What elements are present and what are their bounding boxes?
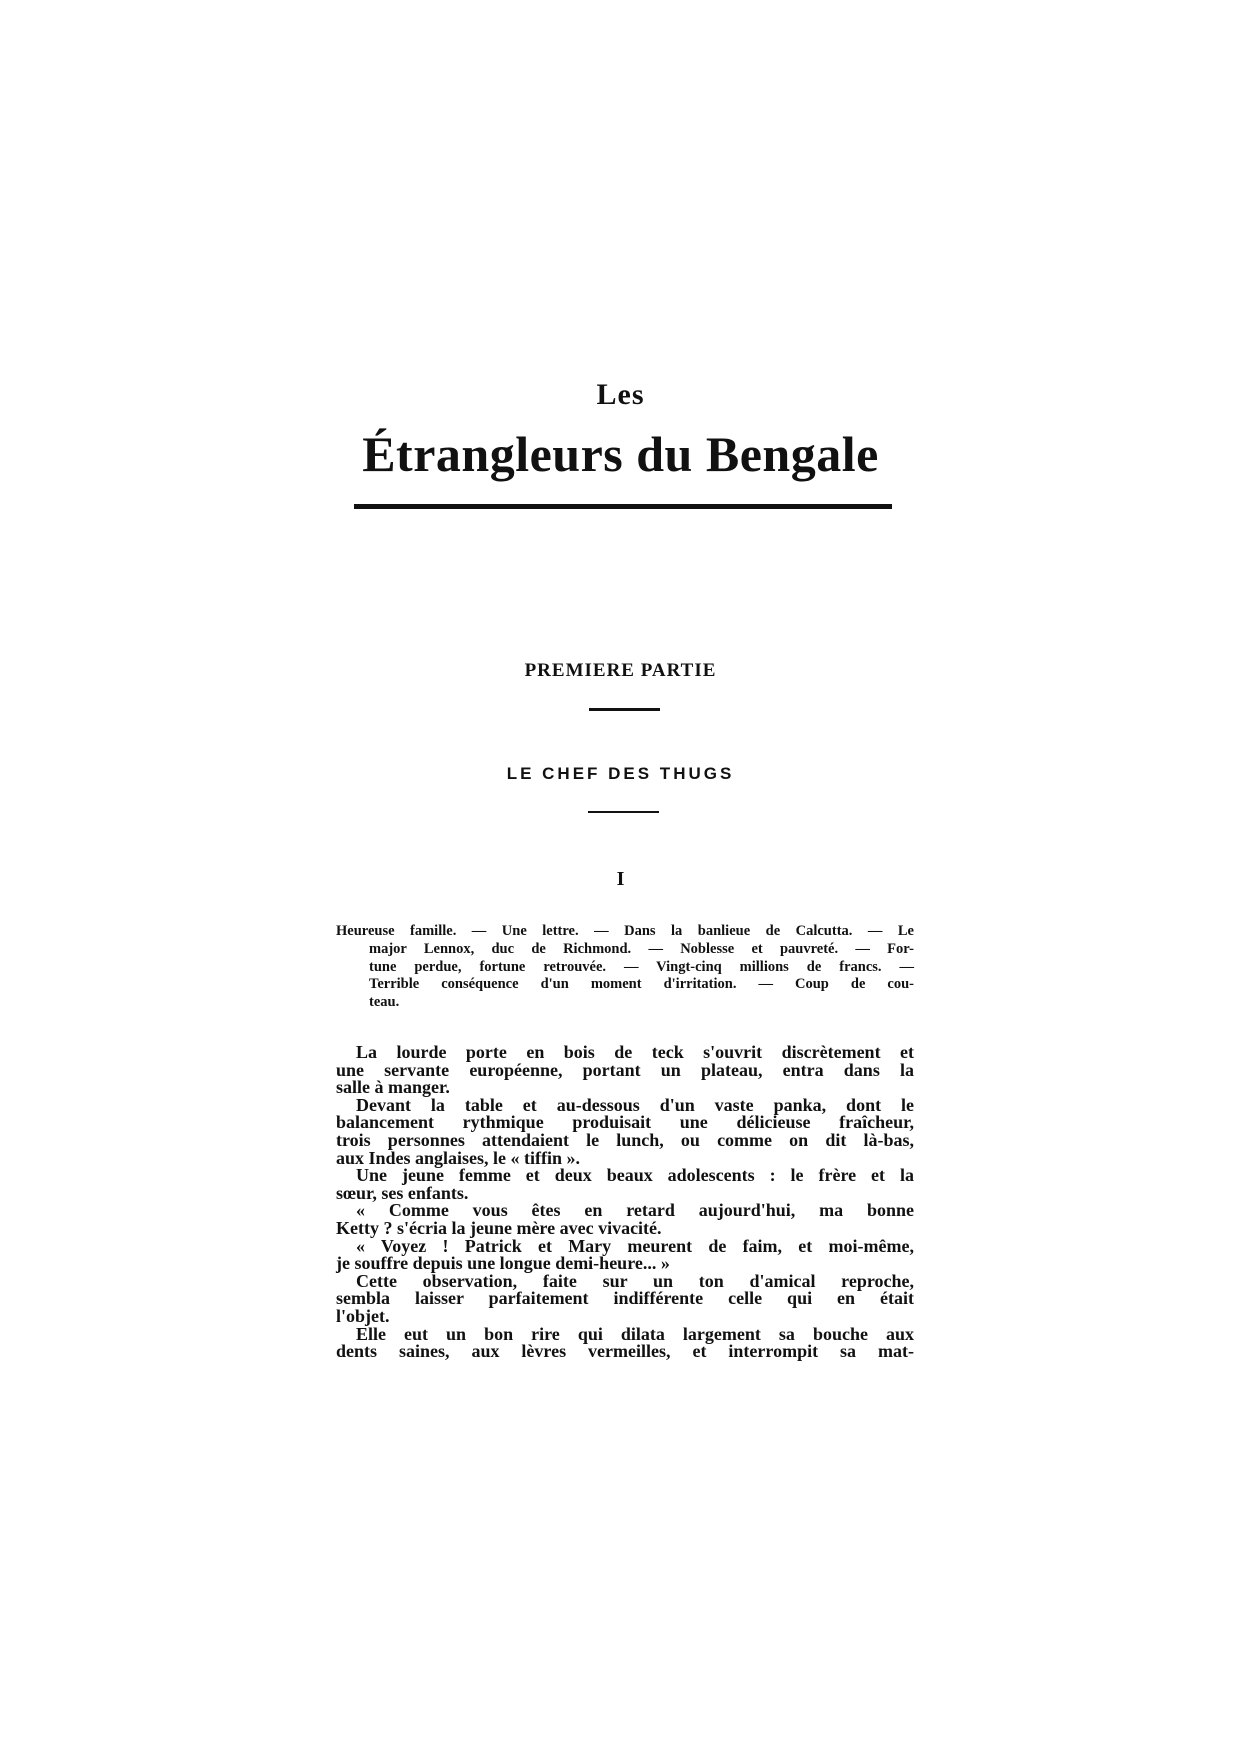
text-line: je souffre depuis une longue demi-heure... » (336, 1253, 670, 1274)
text-line: Ketty ? s'écria la jeune mère avec vivacité. (336, 1217, 662, 1238)
chapter-body (336, 1044, 914, 1361)
text-line: aux Indes anglaises, le « tiffin ». (336, 1147, 581, 1168)
book-title: Étrangleurs du Bengale (362, 426, 879, 482)
text-line: l'objet. (336, 1305, 390, 1326)
summary-line: Terrible conséquence d'un moment d'irritation. — Coup de cou- (369, 976, 914, 993)
text-line: Cette observation, faite sur un ton d'amical reproche, (356, 1270, 914, 1291)
text-line: une servante européenne, portant un plateau, entra dans la (336, 1059, 914, 1080)
chapter-number: I (616, 868, 625, 890)
text-line: dents saines, aux lèvres vermeilles, et interrompit sa mat- (336, 1341, 914, 1362)
summary-line: tune perdue, fortune retrouvée. — Vingt-cinq millions de francs. — (369, 958, 914, 975)
text-line: salle à manger. (336, 1077, 450, 1098)
text-line: Une jeune femme et deux beaux adolescents : le frère et la (356, 1165, 914, 1186)
summary-line: Heureuse famille. — Une lettre. — Dans la banlieue de Calcutta. — Le (336, 923, 914, 939)
chapter-divider (588, 811, 659, 813)
text-line: Elle eut un bon rire qui dilata largement sa bouche aux (356, 1323, 914, 1344)
summary-line: major Lennox, duc de Richmond. — Noblesse et pauvreté. — For- (369, 940, 914, 957)
title-divider (354, 504, 892, 509)
text-line: trois personnes attendaient le lunch, ou comme on dit là-bas, (336, 1129, 914, 1150)
summary-line: teau. (369, 994, 400, 1011)
text-line: La lourde porte en bois de teck s'ouvrit discrètement et (356, 1042, 914, 1062)
chapter-title: LE CHEF DES THUGS (506, 764, 735, 783)
text-line: « Comme vous êtes en retard aujourd'hui, ma bonne (356, 1200, 914, 1221)
part-divider (589, 708, 660, 711)
text-line: Devant la table et au-dessous d'un vaste panka, dont le (356, 1094, 914, 1115)
title-article: Les (596, 378, 645, 411)
text-line: « Voyez ! Patrick et Mary meurent de faim, et moi-même, (356, 1235, 914, 1256)
text-line: sœur, ses enfants. (336, 1182, 469, 1203)
chapter-summary (336, 923, 914, 1012)
part-heading: PREMIERE PARTIE (524, 660, 717, 681)
text-line: sembla laisser parfaitement indifférente celle qui en était (336, 1288, 914, 1309)
text-line: balancement rythmique produisait une délicieuse fraîcheur, (336, 1112, 914, 1133)
